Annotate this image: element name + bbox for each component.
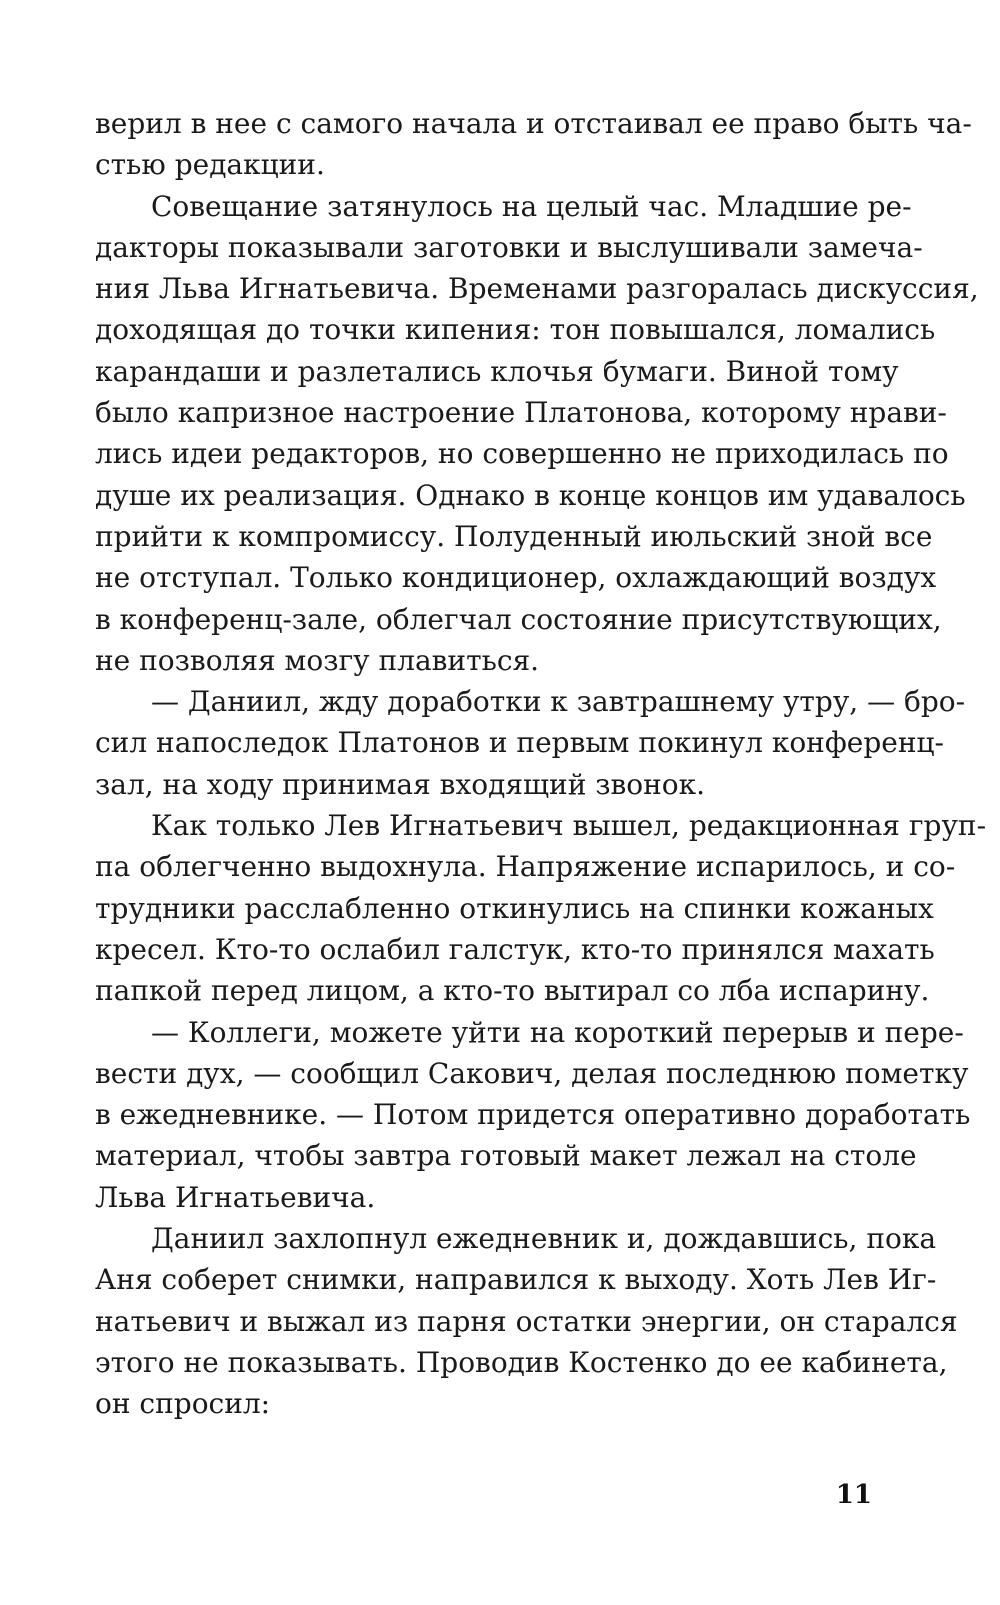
- text-line: — Коллеги, можете уйти на короткий перерыв и пере-: [151, 1015, 964, 1049]
- text-line: зал, на ходу принимая входящий звонок.: [95, 767, 706, 801]
- text-line: натьевич и выжал из парня остатки энергии, он старался: [95, 1304, 958, 1338]
- text-line: лись идеи редакторов, но совершенно не приходилась по: [95, 437, 949, 471]
- text-line: ния Льва Игнатьевича. Временами разгоралась дискуссия,: [95, 272, 979, 306]
- text-line: доходящая до точки кипения: тон повышался, ломались: [95, 313, 936, 347]
- text-line: материал, чтобы завтра готовый макет лежал на столе: [95, 1139, 917, 1173]
- text-line: верил в нее с самого начала и отстаивал ее право быть ча-: [95, 107, 972, 140]
- text-line: сил напоследок Платонов и первым покинул конференц-: [95, 726, 944, 760]
- text-line: не позволяя мозгу плавиться.: [95, 643, 540, 677]
- text-line: Льва Игнатьевича.: [95, 1180, 376, 1214]
- text-line: в конференц-зале, облегчал состояние присутствующих,: [95, 602, 942, 636]
- text-line: Как только Лев Игнатьевич вышел, редакционная груп-: [151, 809, 987, 843]
- text-line: па облегченно выдохнула. Напряжение испарилось, и со-: [95, 850, 956, 884]
- text-line: этого не показывать. Проводив Костенко до ее кабинета,: [95, 1345, 948, 1379]
- text-line: он спросил:: [95, 1387, 271, 1421]
- text-line: папкой перед лицом, а кто-то вытирал со лба испарину.: [95, 974, 930, 1008]
- body-text: [95, 103, 987, 1425]
- text-line: в ежедневнике. — Потом придется оперативно доработать: [95, 1098, 971, 1132]
- text-line: было капризное настроение Платонова, которому нрави-: [95, 396, 947, 430]
- text-line: дакторы показывали заготовки и выслушивали замеча-: [95, 230, 923, 264]
- page-number: 11: [835, 1480, 872, 1510]
- text-line: прийти к компромиссу. Полуденный июльский зной все: [95, 519, 933, 553]
- text-line: Даниил захлопнул ежедневник и, дождавшись, пока: [151, 1222, 937, 1256]
- text-line: стью редакции.: [95, 148, 325, 182]
- text-line: душе их реализация. Однако в конце концов им удавалось: [95, 478, 966, 512]
- paragraph: [95, 681, 966, 805]
- text-line: вести дух, — сообщил Сакович, делая последнюю пометку: [95, 1056, 969, 1090]
- text-line: Аня соберет снимки, направился к выходу. Хоть Лев Иг-: [95, 1263, 937, 1297]
- paragraph: [95, 1218, 958, 1424]
- text-line: Совещание затянулось на целый час. Младшие ре-: [151, 189, 912, 223]
- text-line: — Даниил, жду доработки к завтрашнему утру, — бро-: [151, 685, 966, 719]
- paragraph: [95, 805, 987, 1011]
- text-line: не отступал. Только кондиционер, охлаждающий воздух: [95, 561, 937, 595]
- paragraph: [95, 103, 972, 186]
- paragraph: [95, 186, 979, 682]
- paragraph: [95, 1012, 971, 1218]
- text-line: трудники расслабленно откинулись на спинки кожаных: [95, 891, 934, 925]
- text-line: карандаши и разлетались клочья бумаги. Виной тому: [95, 354, 899, 388]
- text-line: кресел. Кто-то ослабил галстук, кто-то принялся махать: [95, 932, 935, 966]
